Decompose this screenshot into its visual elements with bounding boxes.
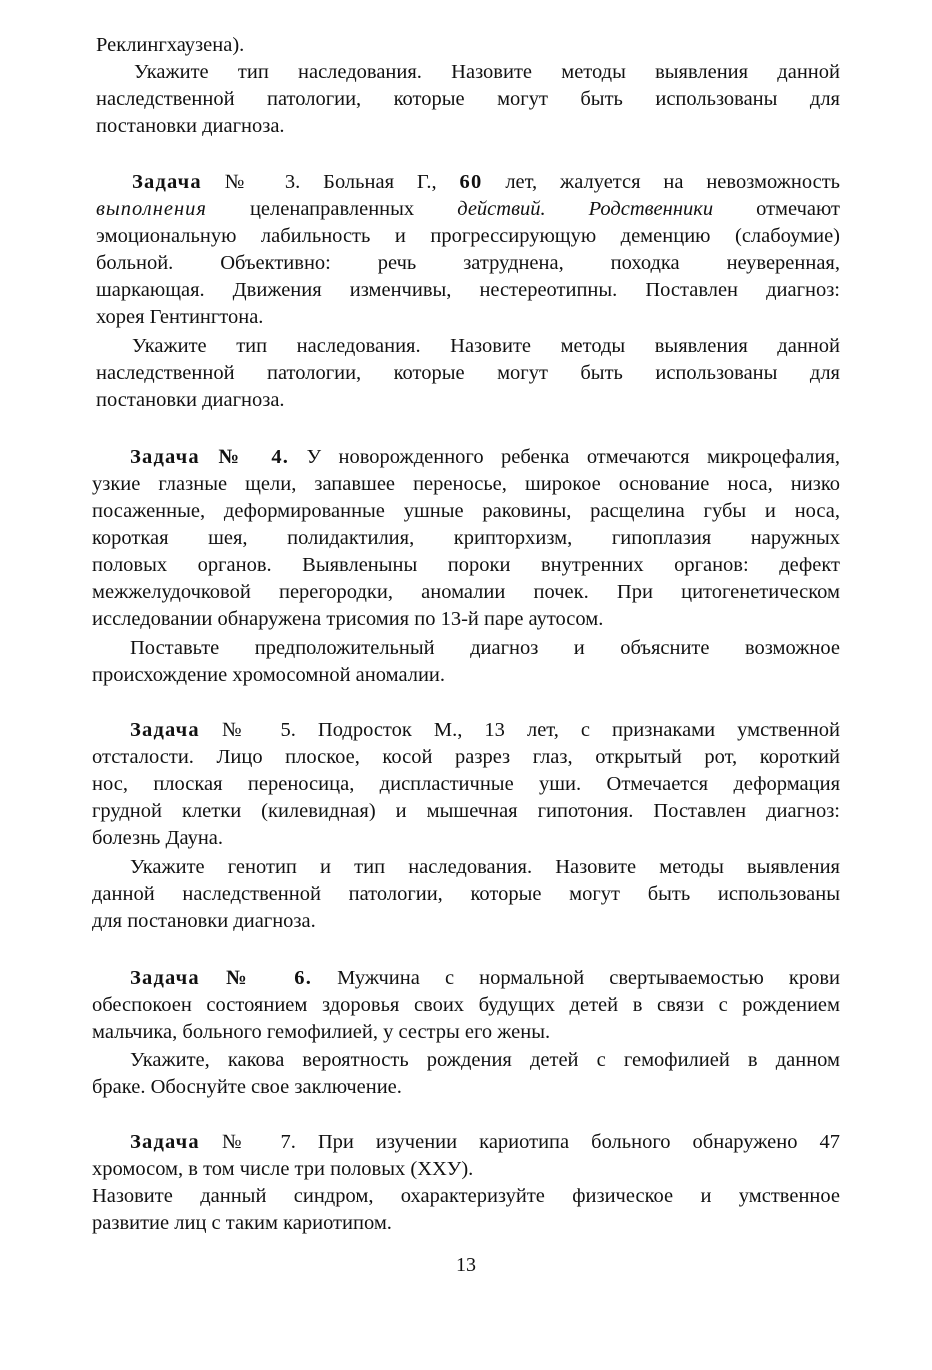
task-6-line-3: мальчика, больного гемофилией, у сестры его жены. xyxy=(92,1021,551,1043)
task-4-line-2: узкие глазные щели, запавшее переносье, широкое основание носа, низко xyxy=(92,473,840,495)
prev-task-tail: Реклингхаузена). xyxy=(96,34,245,56)
task-3-question-line-1: Укажите тип наследования. Назовите методы выявления данной xyxy=(132,335,840,357)
task-7-line-2: хромосом, в том числе три половых (ХХУ). xyxy=(92,1158,474,1180)
task-5-question-line-2: данной наследственной патологии, которые могут быть использованы xyxy=(92,883,840,905)
task-3-line-2 xyxy=(96,196,840,223)
task-4-question-line-2: происхождение хромосомной аномалии. xyxy=(92,664,446,686)
task-7-heading-line xyxy=(130,1129,840,1156)
task-5-line-2: отсталости. Лицо плоское, косой разрез глаз, открытый рот, короткий xyxy=(92,746,840,768)
prev-task-question-line-3: постановки диагноза. xyxy=(96,115,285,137)
task-3-line-5: шаркающая. Движения изменчивы, нестереотипны. Поставлен диагноз: xyxy=(96,279,840,301)
task-5-label: Задача xyxy=(130,719,200,741)
task-5-line-1-rest: № 5. Подросток М., 13 лет, с признаками умственной xyxy=(221,719,840,741)
task-7-label: Задача xyxy=(130,1131,200,1153)
task-5-line-3: нос, плоская переносица, диспластичные уши. Отмечается деформация xyxy=(92,773,840,795)
task-3-italic-2: действий. Родственники xyxy=(457,198,714,220)
prev-task-question-line-1: Укажите тип наследования. Назовите методы выявления данной xyxy=(134,61,840,83)
task-6-line-1-rest: Мужчина с нормальной свертываемостью крови xyxy=(337,967,841,989)
task-4-line-3: посаженные, деформированные ушные раковины, расщелина губы и носа, xyxy=(92,500,840,522)
task-3-question-line-3: постановки диагноза. xyxy=(96,389,285,411)
task-3-heading-line xyxy=(132,169,840,196)
task-3-end: отмечают xyxy=(756,198,841,220)
task-5-heading-line xyxy=(130,717,840,744)
task-4-line-7: исследовании обнаружена трисомия по 13-й паре аутосом. xyxy=(92,608,604,630)
task-5-line-5: болезнь Дауна. xyxy=(92,827,224,849)
task-5-line-4: грудной клетки (килевидная) и мышечная гипотония. Поставлен диагноз: xyxy=(92,800,840,822)
task-3-line-3: эмоциональную лабильность и прогрессирующую деменцию (слабоумие) xyxy=(96,225,840,247)
task-3-question-line-2: наследственной патологии, которые могут быть использованы для xyxy=(96,362,840,384)
task-3-line-6: хорея Гентингтона. xyxy=(96,306,264,328)
page-number: 13 xyxy=(456,1254,476,1276)
task-3-number: № 3. Больная Г., xyxy=(224,171,437,193)
task-7-line-1-rest: № 7. При изучении кариотипа больного обнаружено 47 xyxy=(221,1131,841,1153)
task-3-line-1-rest: лет, жалуется на невозможность xyxy=(505,171,841,193)
prev-task-question-line-2: наследственной патологии, которые могут быть использованы для xyxy=(96,88,840,110)
task-3-label: Задача xyxy=(132,171,202,193)
task-5-question-line-1: Укажите генотип и тип наследования. Назовите методы выявления xyxy=(130,856,840,878)
task-3-line-4: больной. Объективно: речь затруднена, походка неуверенная, xyxy=(96,252,840,274)
task-4-line-1-rest: У новорожденного ребенка отмечаются микроцефалия, xyxy=(306,446,841,468)
task-3-italic-1: выполнения xyxy=(96,198,207,220)
task-7-question-line-2: развитие лиц с таким кариотипом. xyxy=(92,1212,392,1234)
task-4-line-5: половых органов. Выявленыны пороки внутренних органов: дефект xyxy=(92,554,840,576)
task-6-line-2: обеспокоен состоянием здоровья своих будущих детей в связи с рождением xyxy=(92,994,840,1016)
task-6-label: Задача № 6. xyxy=(130,967,313,989)
task-4-heading-line xyxy=(130,444,840,471)
task-4-label: Задача № 4. xyxy=(130,446,290,468)
task-5-question-line-3: для постановки диагноза. xyxy=(92,910,316,932)
task-7-question-line-1: Назовите данный синдром, охарактеризуйте физическое и умственное xyxy=(92,1185,840,1207)
task-6-question-line-2: браке. Обоснуйте свое заключение. xyxy=(92,1076,402,1098)
task-6-question-line-1: Укажите, какова вероятность рождения детей с гемофилией в данном xyxy=(130,1049,840,1071)
task-3-mid: целенаправленных xyxy=(249,198,415,220)
task-3-age: 60 xyxy=(459,171,483,193)
task-6-heading-line xyxy=(130,965,840,992)
task-4-line-6: межжелудочковой перегородки, аномалии почек. При цитогенетическом xyxy=(92,581,840,603)
task-4-line-4: короткая шея, полидактилия, крипторхизм, гипоплазия наружных xyxy=(92,527,840,549)
task-4-question-line-1: Поставьте предположительный диагноз и объясните возможное xyxy=(130,637,840,659)
